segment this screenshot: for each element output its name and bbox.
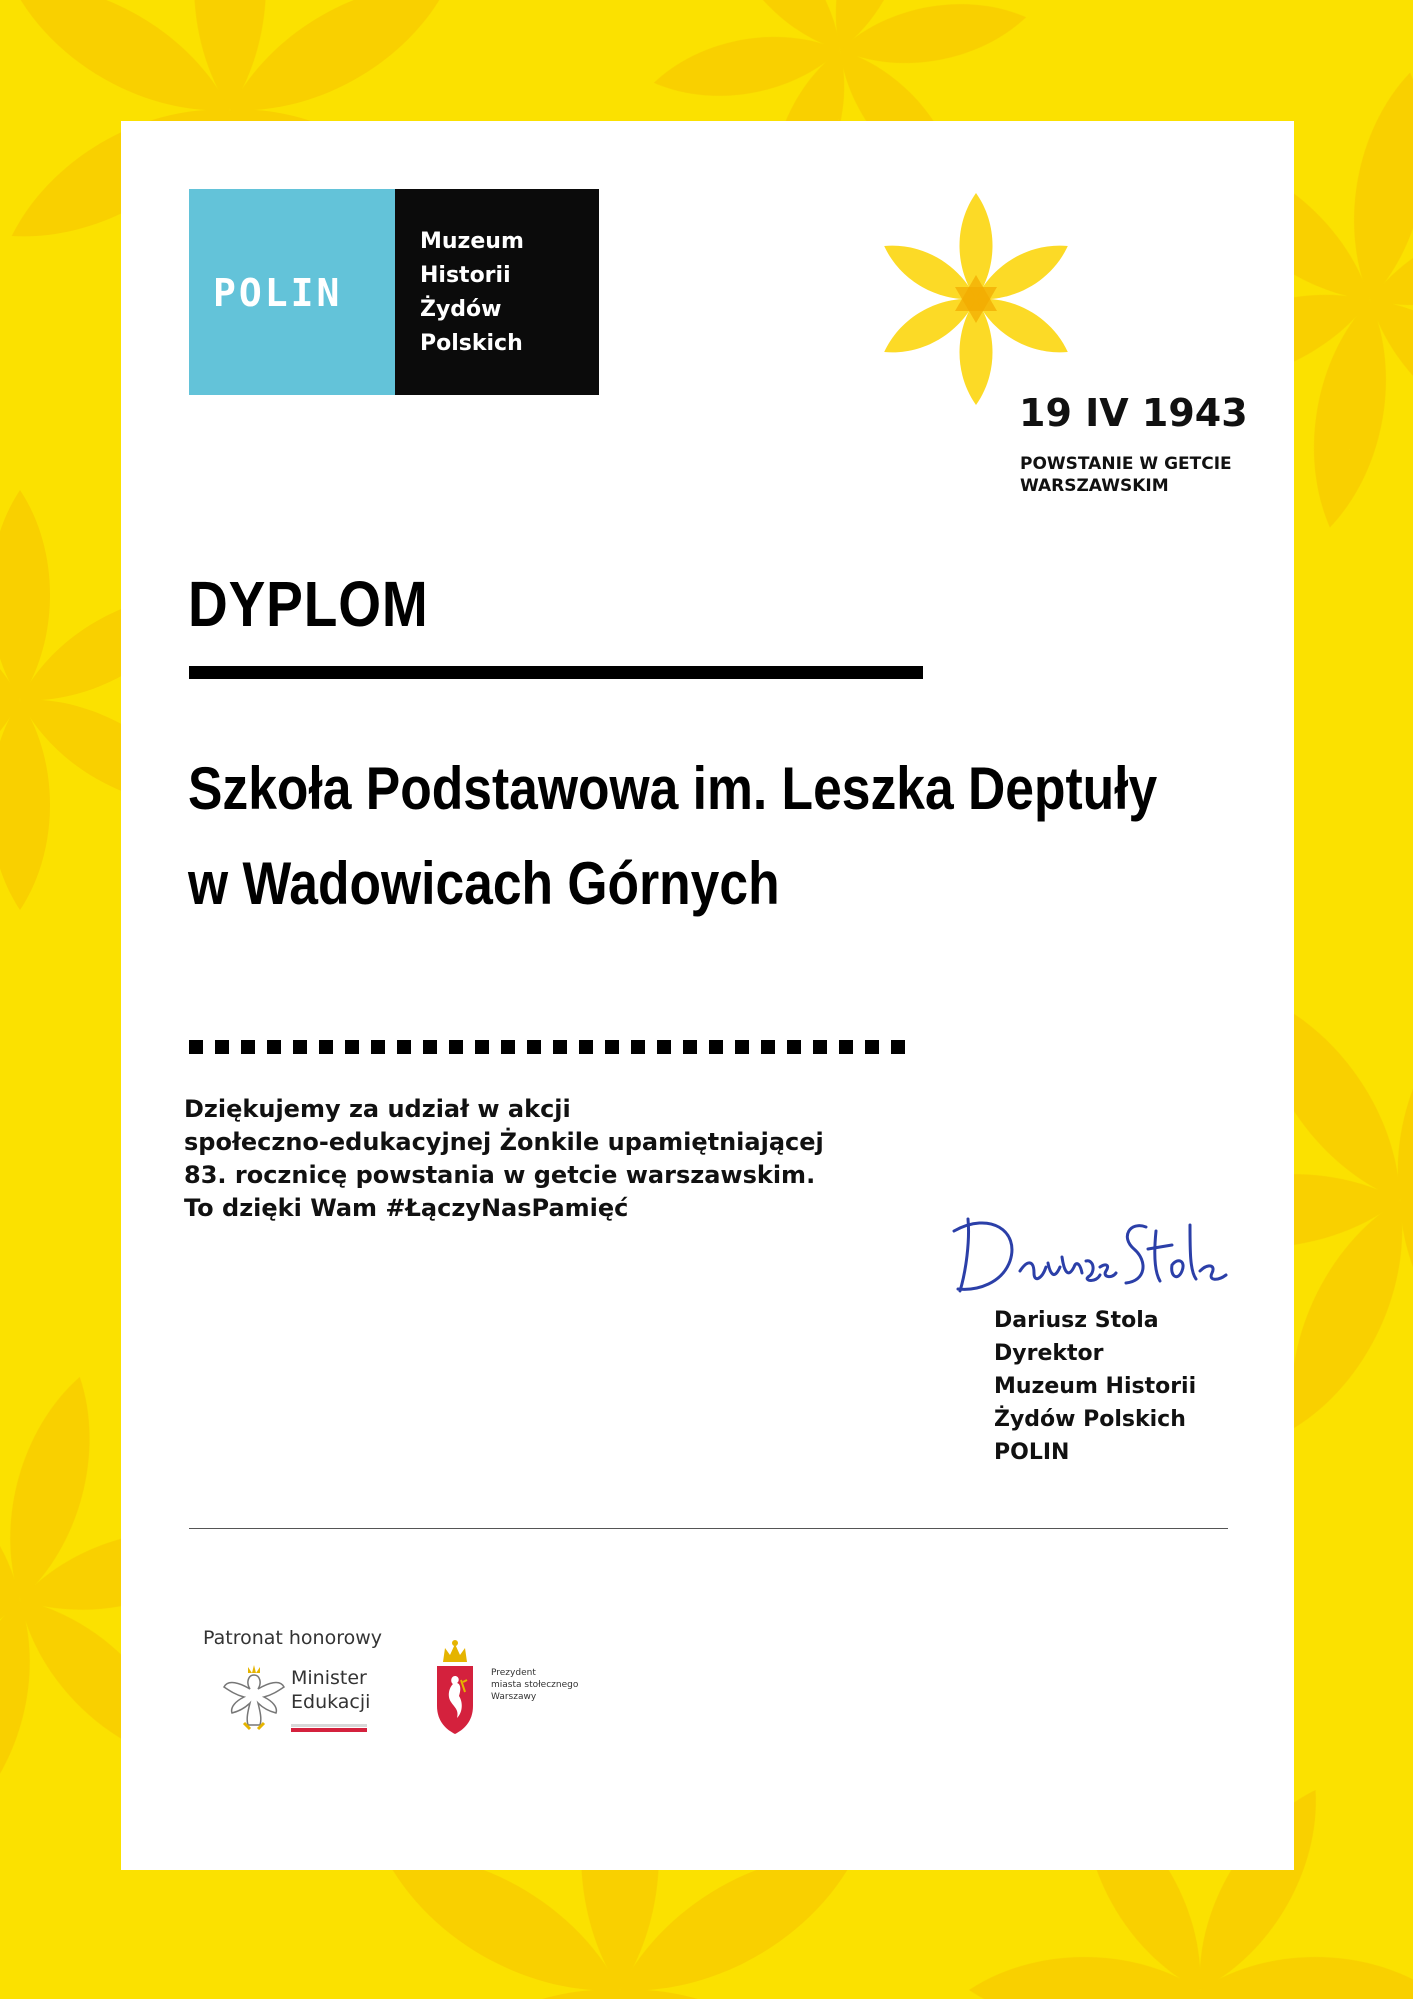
patronage-label: Patronat honorowy [203,1627,383,1649]
polin-logo-wordmark-block [189,189,395,395]
minister-line: Edukacji [291,1691,371,1713]
message-line: To dzięki Wam #ŁączyNasPamięć [184,1194,629,1222]
footer-divider [189,1528,1228,1529]
signer-name: Dariusz Stola [994,1308,1159,1333]
dotted-divider [189,1040,909,1054]
warsaw-crest-icon [433,1636,477,1744]
message-line: Dziękujemy za udział w akcji [184,1095,571,1123]
signer-block [994,1304,1196,1469]
president-line: Prezydent [491,1668,536,1678]
signer-role-line: Żydów Polskich [994,1407,1186,1432]
message-line: 83. rocznicę powstania w getcie warszawskim. [184,1161,816,1189]
diploma-title: DYPLOM [188,568,429,640]
daffodil-icon [876,193,1076,405]
diploma-sheet [121,121,1294,1870]
handwritten-signature [950,1201,1230,1301]
signer-role-line: POLIN [994,1440,1070,1465]
museum-name-line: Historii [420,263,511,288]
recipient-line: w Wadowicach Górnych [188,850,780,917]
recipient-name [188,741,1157,931]
museum-name-line: Żydów [420,297,502,322]
president-line: Warszawy [491,1692,537,1702]
uprising-date: 19 IV 1943 [1019,391,1248,435]
museum-name-line: Polskich [420,331,523,356]
president-line: miasta stołecznego [491,1680,579,1690]
polish-flag-stripe [291,1724,367,1732]
thank-you-message [184,1093,824,1225]
signer-role-line: Muzeum Historii [994,1374,1197,1399]
polin-wordmark: POLIN [213,271,343,315]
minister-line: Minister [291,1667,367,1689]
signer-role-line: Dyrektor [994,1341,1104,1366]
polin-logo-name-block [395,189,599,395]
uprising-caption [1020,453,1232,497]
museum-name-line: Muzeum [420,229,524,254]
polin-logo [189,189,599,395]
message-line: społeczno-edukacyjnej Żonkile upamiętniającej [184,1128,824,1156]
polish-eagle-icon [222,1661,286,1731]
uprising-caption-line: WARSZAWSKIM [1020,476,1169,496]
title-underline [189,666,923,679]
museum-name [420,225,524,361]
recipient-line: Szkoła Podstawowa im. Leszka Deptuły [188,755,1158,822]
minister-education-label [291,1666,370,1714]
warsaw-president-label [491,1667,578,1703]
uprising-caption-line: POWSTANIE W GETCIE [1020,454,1232,474]
